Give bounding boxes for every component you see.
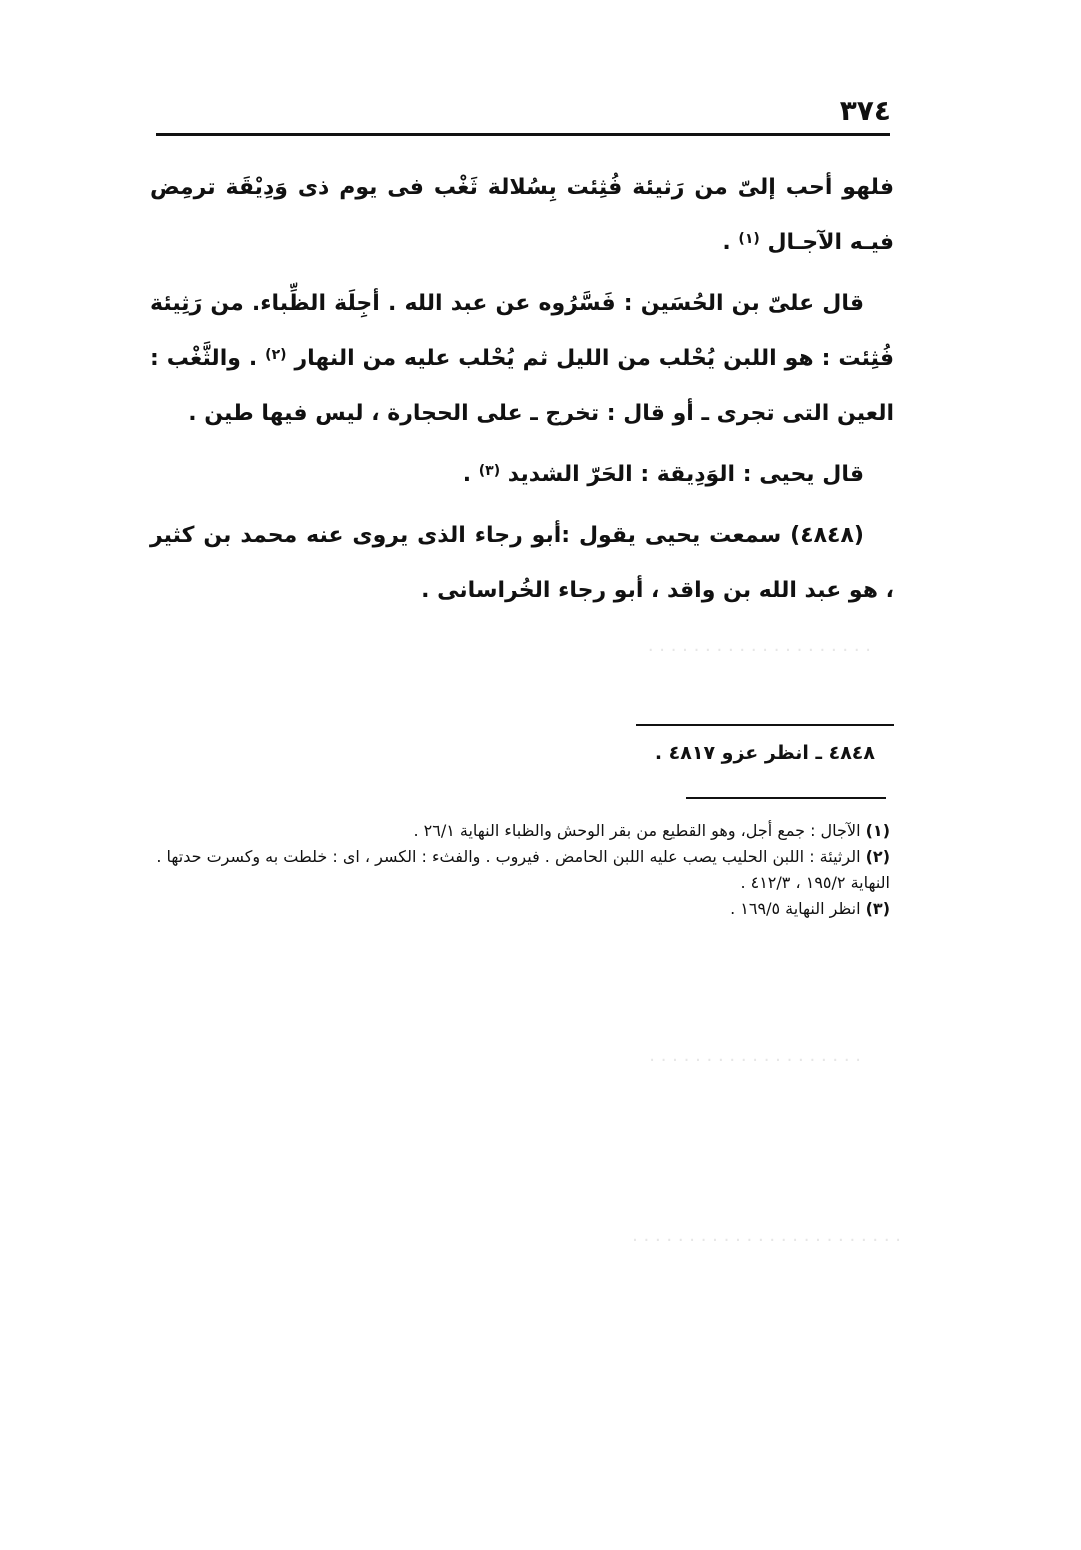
footnotes — [150, 818, 890, 922]
yahya-end: . — [462, 462, 472, 487]
bleed-through-mark: · · · · · · · · · · · · · · · · · · · · — [647, 640, 871, 661]
verse-end: . — [722, 230, 731, 255]
yahya-text: قال يحيى : الوَدِيقة : الحَرّ الشديد — [507, 462, 864, 487]
main-text — [150, 160, 894, 624]
verse-paragraph — [150, 160, 894, 270]
footnote — [150, 844, 890, 896]
footnote-text: انظر النهاية ١٦٩/٥ . — [730, 899, 861, 918]
entry-paragraph — [150, 508, 894, 618]
footnote-number: (٣) — [865, 899, 890, 918]
commentary-text-continued: . والثَّغْب : العين التى تجرى ـ أو قال : تخرج ـ على الحجارة ، ليس فيها طين . — [150, 346, 894, 426]
commentary-paragraph — [150, 276, 894, 441]
page-number: ٣٧٤ — [839, 94, 891, 127]
footnote-ref-3: (٣) — [478, 463, 501, 479]
yahya-paragraph — [150, 447, 894, 502]
notes-divider — [636, 724, 894, 726]
bleed-through-mark: · · · · · · · · · · · · · · · · · · · · · · · · — [632, 1230, 901, 1251]
entry-number: (٤٨٤٨) — [790, 523, 864, 548]
bleed-through-mark: · · · · · · · · · · · · · · · · · · · — [649, 1050, 861, 1071]
footnote-ref-2: (٢) — [265, 347, 287, 363]
cross-reference: ٤٨٤٨ ـ انظر عزو ٤٨١٧ . — [654, 742, 875, 764]
footnote-ref-1: (١) — [738, 231, 760, 247]
footnote — [150, 818, 890, 844]
header-rule — [156, 133, 890, 136]
entry-text: سمعت يحيى يقول :أبو رجاء الذى يروى عنه محمد بن كثير ، هو عبد الله بن واقد ، أبو رجاء الخُراسانى . — [150, 523, 894, 603]
footnote-number: (٢) — [865, 847, 890, 866]
footnotes-divider — [686, 797, 886, 799]
footnote-number: (١) — [865, 821, 890, 840]
footnote — [150, 896, 890, 922]
footnote-text: الآجال : جمع أجل، وهو القطيع من بقر الوحش والظباء النهاية ٢٦/١ . — [413, 821, 861, 840]
footnote-text: الرثيئة : اللبن الحليب يصب عليه اللبن الحامض . فيروب . والفثء : الكسر ، اى : خلطت به وكسرت حدتها . النهاية ١٩٥/٢ ، ٤١٢/٣ . — [156, 847, 890, 892]
verse-text: فلهو أحب إلىّ من رَثيئة فُثِئت بِسُلالة ثَغْب فى يوم ذى وَدِيْقَة ترمِض فيـه الآجـال — [150, 175, 894, 255]
commentary-text: قال علىّ بن الحُسَين : فَسَّرُوه عن عبد الله . أجِلَة الظِّباء. من رَثِيئة فُثِئت : هو اللبن يُحْلب من الليل ثم يُحْلب عليه من النهار — [150, 291, 894, 371]
